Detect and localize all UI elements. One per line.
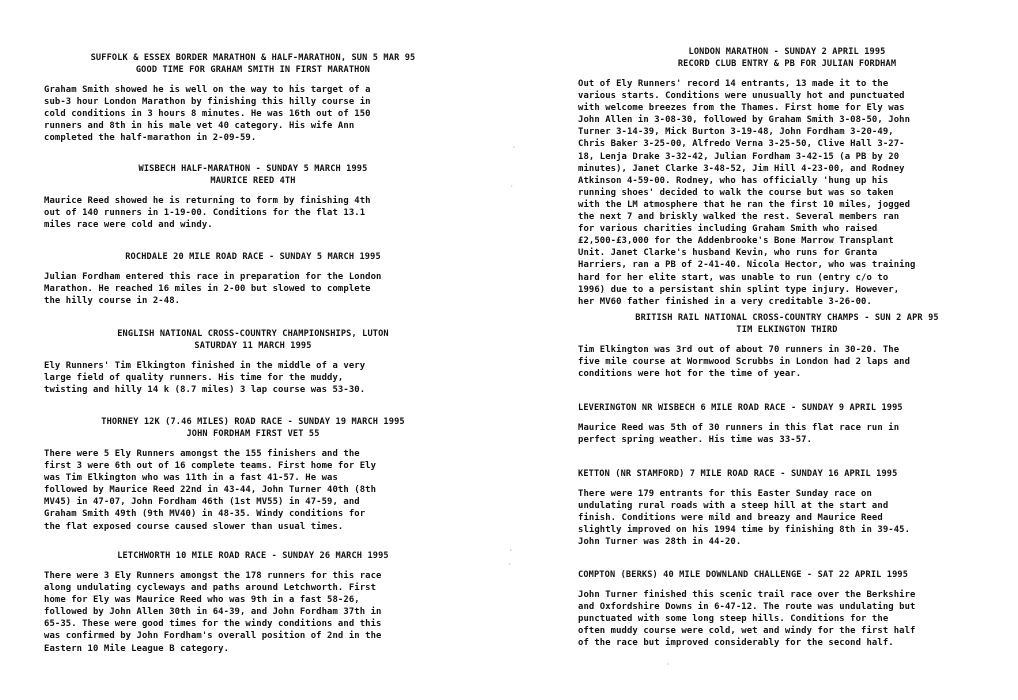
body-line: the next 7 and briskly walked the rest. Several members ran xyxy=(578,212,900,223)
body-line: perfect spring weather. His time was 33-57. xyxy=(578,435,813,446)
body-line: conditions were hot for the time of year. xyxy=(578,369,802,380)
article-letchworth-10-mile xyxy=(44,550,462,655)
body-line: followed by Maurice Reed 22nd in 43-44, John Turner 40th (8th xyxy=(44,485,377,496)
body-line: miles race were cold and windy. xyxy=(44,220,213,231)
body-line: along undulating cycleways and paths around Letchworth. First xyxy=(44,583,377,594)
article-headline xyxy=(44,550,462,562)
article-body xyxy=(578,488,996,548)
body-line: MV45) in 47-07, John Fordham 46th (1st MV55) in 47-59, and xyxy=(44,497,360,508)
headline-line: LEVERINGTON NR WISBECH 6 MILE ROAD RACE - SUNDAY 9 APRIL 1995 xyxy=(578,403,903,413)
article-headline xyxy=(44,328,462,352)
headline-line: COMPTON (BERKS) 40 MILE DOWNLAND CHALLENGE - SAT 22 APRIL 1995 xyxy=(578,570,909,580)
scan-speck: · xyxy=(508,561,512,568)
article-headline xyxy=(578,569,996,581)
article-body xyxy=(578,589,996,649)
body-line: the hilly course in 2-48. xyxy=(44,296,181,307)
body-line: completed the half-marathon in 2-09-59. xyxy=(44,133,257,144)
body-line: There were 3 Ely Runners amongst the 178 runners for this race xyxy=(44,571,382,581)
headline-line: ROCHDALE 20 MILE ROAD RACE - SUNDAY 5 MARCH 1995 xyxy=(125,252,381,262)
body-line: Chris Baker 3-25-00, Alfredo Verna 3-25-50, Clive Hall 3-27- xyxy=(578,139,905,150)
article-headline xyxy=(44,251,462,263)
article-headline xyxy=(44,416,462,440)
article-leverington-6-mile xyxy=(578,402,996,446)
scan-speck: · xyxy=(666,661,670,668)
body-line: undulating rural roads with a steep hill at the start and xyxy=(578,501,889,512)
headline-line: MAURICE REED 4TH xyxy=(210,176,296,186)
scan-speck: · xyxy=(510,183,514,190)
body-line: home for Ely was Maurice Reed who was 9th in a fast 58-26, xyxy=(44,595,360,606)
body-line: and Oxfordshire Downs in 6-47-12. The route was undulating but xyxy=(578,602,916,613)
body-line: Turner 3-14-39, Mick Burton 3-19-48, John Fordham 3-20-49, xyxy=(578,127,894,138)
body-line: John Turner was 28th in 44-20. xyxy=(578,537,742,548)
article-headline xyxy=(44,163,462,187)
headline-line: KETTON (NR STAMFORD) 7 MILE ROAD RACE - SUNDAY 16 APRIL 1995 xyxy=(578,469,898,479)
article-suffolk-essex-marathon xyxy=(44,52,462,144)
body-line: slightly improved on his 1994 time by finishing 8th in 39-45. xyxy=(578,525,911,536)
headline-line: BRITISH RAIL NATIONAL CROSS-COUNTRY CHAMPS - SUN 2 APR 95 xyxy=(635,313,939,323)
article-headline xyxy=(578,468,996,480)
body-line: There were 5 Ely Runners amongst the 155 finishers and the xyxy=(44,449,360,459)
article-body xyxy=(578,344,996,380)
body-line: first 3 were 6th out of 16 complete teams. First home for Ely xyxy=(44,461,377,472)
headline-line: THORNEY 12K (7.46 MILES) ROAD RACE - SUNDAY 19 MARCH 1995 xyxy=(101,417,405,427)
headline-line: LONDON MARATHON - SUNDAY 2 APRIL 1995 xyxy=(688,47,886,57)
body-line: the flat exposed course caused slower than usual times. xyxy=(44,521,344,532)
body-line: Graham Smith 49th (9th MV40) in 48-35. Windy conditions for xyxy=(44,509,366,520)
headline-line: TIM ELKINGTON THIRD xyxy=(736,325,838,335)
scan-speck: · xyxy=(509,547,513,554)
article-london-marathon xyxy=(578,46,996,308)
body-line: Marathon. He reached 16 miles in 2-00 but slowed to complete xyxy=(44,284,371,295)
body-line: was Tim Elkington who was 11th in a fast 41-57. He was xyxy=(44,473,338,484)
body-line: Maurice Reed showed he is returning to form by finishing 4th xyxy=(44,196,371,206)
body-line: Eastern 10 Mile League B category. xyxy=(44,643,230,654)
body-line: Ely Runners' Tim Elkington finished in the middle of a very xyxy=(44,361,366,371)
body-line: minutes), Janet Clarke 3-48-52, Jim Hill 4-23-00, and Rodney xyxy=(578,163,905,174)
body-line: 65-35. These were good times for the windy conditions and this xyxy=(44,619,382,630)
article-body xyxy=(44,360,462,396)
body-line: punctuated with some long steep hills. Conditions for the xyxy=(578,614,889,625)
headline-line: SATURDAY 11 MARCH 1995 xyxy=(194,341,312,351)
body-line: There were 179 entrants for this Easter Sunday race on xyxy=(578,489,872,499)
body-line: Atkinson 4-59-00. Rodney, who has officially 'hung up his xyxy=(578,175,889,186)
body-line: various starts. Conditions were unusually hot and punctuated xyxy=(578,91,905,102)
article-rochdale-20-mile xyxy=(44,251,462,307)
body-line: £2,500-£3,000 for the Addenbrooke's Bone Marrow Transplant xyxy=(578,236,894,247)
body-line: large field of quality runners. His time for the muddy, xyxy=(44,373,344,384)
body-line: often muddy course were cold, wet and windy for the first half xyxy=(578,626,916,637)
headline-line: LETCHWORTH 10 MILE ROAD RACE - SUNDAY 26 MARCH 1995 xyxy=(117,551,389,561)
article-english-cross-country xyxy=(44,328,462,396)
article-body xyxy=(578,78,996,308)
body-line: runners and 8th in his male vet 40 category. His wife Ann xyxy=(44,121,355,132)
article-body xyxy=(44,448,462,533)
body-line: finish. Conditions were mild and breazy and Maurice Reed xyxy=(578,513,883,524)
article-british-rail-cross-country xyxy=(578,312,996,380)
body-line: Graham Smith showed he is well on the way to his target of a xyxy=(44,85,371,95)
body-line: Tim Elkington was 3rd out of about 70 runners in 30-20. The xyxy=(578,345,900,355)
body-line: sub-3 hour London Marathon by finishing this hilly course in xyxy=(44,97,371,108)
body-line: John Allen in 3-08-30, followed by Graham Smith 3-08-50, John xyxy=(578,115,911,126)
body-line: of the race but improved considerably for the second half. xyxy=(578,638,894,649)
body-line: 18, Lenja Drake 3-32-42, Julian Fordham 3-42-15 (a PB by 20 xyxy=(578,151,900,162)
body-line: John Turner finished this scenic trail race over the Berkshire xyxy=(578,590,916,600)
headline-line: GOOD TIME FOR GRAHAM SMITH IN FIRST MARATHON xyxy=(135,65,371,75)
body-line: hard for her elite start, was unable to run (entry c/o to xyxy=(578,272,889,283)
body-line: five mile course at Wormwood Scrubbs in London had 2 laps and xyxy=(578,357,911,368)
body-line: Unit. Janet Clarke's husband Kevin, who runs for Granta xyxy=(578,248,878,259)
body-line: cold conditions in 3 hours 8 minutes. He was 16th out of 150 xyxy=(44,109,371,120)
headline-line: RECORD CLUB ENTRY & PB FOR JULIAN FORDHAM xyxy=(677,59,897,69)
body-line: running shoes' decided to walk the course but was so taken xyxy=(578,187,894,198)
article-headline xyxy=(578,312,996,336)
headline-line: ENGLISH NATIONAL CROSS-COUNTRY CHAMPIONSHIPS, LUTON xyxy=(117,329,389,339)
article-body xyxy=(44,570,462,655)
article-compton-40-mile xyxy=(578,569,996,649)
article-headline xyxy=(44,52,462,76)
body-line: 1996) due to a persistant shin splint type injury. However, xyxy=(578,284,900,295)
body-line: Julian Fordham entered this race in preparation for the London xyxy=(44,272,382,282)
headline-line: SUFFOLK & ESSEX BORDER MARATHON & HALF-MARATHON, SUN 5 MAR 95 xyxy=(90,53,416,63)
body-line: was confirmed by John Fordham's overall position of 2nd in the xyxy=(44,631,382,642)
body-line: for various charities including Graham Smith who raised xyxy=(578,224,878,235)
article-body xyxy=(44,195,462,231)
body-line: twisting and hilly 14 k (8.7 miles) 3 lap course was 53-30. xyxy=(44,385,366,396)
article-body xyxy=(44,84,462,144)
headline-line: JOHN FORDHAM FIRST VET 55 xyxy=(186,429,320,439)
article-body xyxy=(578,422,996,446)
article-headline xyxy=(578,46,996,70)
body-line: followed by John Allen 30th in 64-39, and John Fordham 37th in xyxy=(44,607,382,618)
body-line: with the LM atmosphere that he ran the first 10 miles, jogged xyxy=(578,199,911,210)
body-line: Maurice Reed was 5th of 30 runners in this flat race run in xyxy=(578,423,900,433)
article-body xyxy=(44,271,462,307)
body-line: Harriers, ran a PB of 2-41-40. Nicola Hector, who was training xyxy=(578,260,916,271)
body-line: Out of Ely Runners' record 14 entrants, 13 made it to the xyxy=(578,79,889,89)
article-headline xyxy=(578,402,996,414)
body-line: out of 140 runners in 1-19-00. Conditions for the flat 13.1 xyxy=(44,208,366,219)
headline-line: WISBECH HALF-MARATHON - SUNDAY 5 MARCH 1995 xyxy=(138,164,368,174)
scan-speck: · xyxy=(512,144,516,151)
body-line: her MV60 father finished in a very creditable 3-26-00. xyxy=(578,296,872,307)
article-thorney-12k xyxy=(44,416,462,533)
article-ketton-7-mile xyxy=(578,468,996,548)
article-wisbech-half-marathon xyxy=(44,163,462,231)
body-line: with welcome breezes from the Thames. First home for Ely was xyxy=(578,103,905,114)
